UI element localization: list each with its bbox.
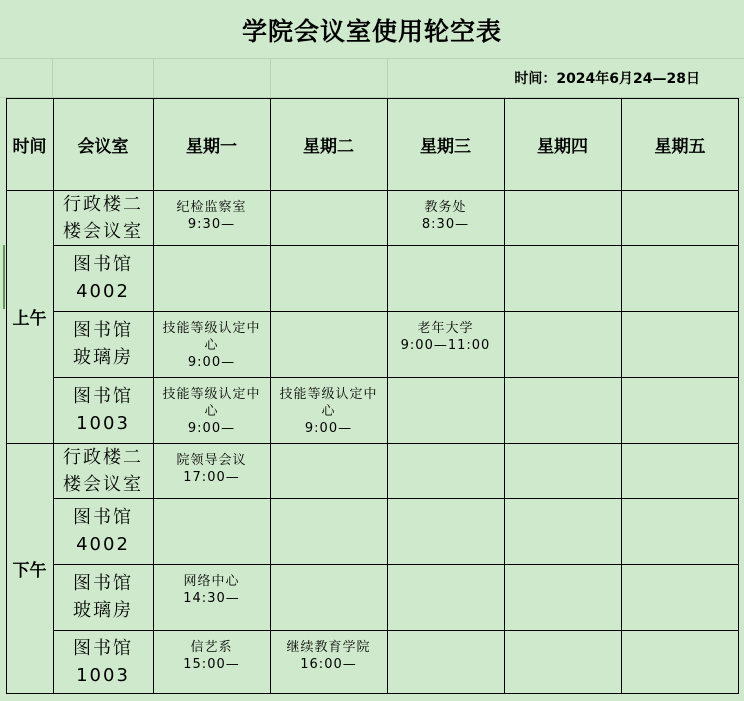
event-text-line: 9:00— bbox=[304, 421, 353, 436]
table-border-line bbox=[6, 98, 739, 99]
room-name-line: 玻璃房 bbox=[73, 600, 133, 621]
header-label: 星期三 bbox=[420, 136, 471, 157]
room-cell[interactable] bbox=[53, 564, 153, 630]
event-text-line: 心 bbox=[321, 404, 336, 419]
event-cell[interactable] bbox=[387, 311, 504, 377]
room-name-line: 玻璃房 bbox=[73, 347, 133, 368]
event-text-line: 17:00— bbox=[183, 470, 240, 485]
room-cell[interactable] bbox=[53, 245, 153, 311]
table-border-line bbox=[738, 98, 739, 694]
event-cell[interactable] bbox=[270, 377, 387, 443]
empty-cell[interactable] bbox=[621, 564, 739, 630]
period-cell[interactable] bbox=[6, 443, 53, 694]
room-name-line: 行政楼二 bbox=[63, 193, 143, 215]
header-cell-day[interactable] bbox=[504, 98, 621, 190]
header-label: 星期四 bbox=[537, 136, 588, 157]
period-label: 下午 bbox=[12, 561, 47, 581]
event-cell[interactable] bbox=[387, 190, 504, 245]
event-text-line: 心 bbox=[204, 404, 219, 419]
empty-cell[interactable] bbox=[153, 498, 270, 564]
empty-cell[interactable] bbox=[504, 443, 621, 498]
empty-cell[interactable] bbox=[504, 498, 621, 564]
event-text-line: 16:00— bbox=[300, 657, 357, 672]
event-text-line: 继续教育学院 bbox=[286, 640, 371, 655]
table-border-line bbox=[270, 98, 271, 694]
empty-cell[interactable] bbox=[387, 443, 504, 498]
event-text-line: 9:00—11:00 bbox=[400, 338, 491, 353]
header-label: 时间 bbox=[12, 136, 47, 157]
empty-cell[interactable] bbox=[621, 443, 739, 498]
event-text-line: 9:00— bbox=[187, 421, 236, 436]
event-text-line: 9:30— bbox=[187, 217, 236, 232]
page-title[interactable]: 学院会议室使用轮空表 bbox=[241, 17, 502, 46]
empty-cell[interactable] bbox=[504, 377, 621, 443]
room-name-line: 1003 bbox=[76, 665, 130, 686]
event-cell[interactable] bbox=[270, 630, 387, 694]
event-cell[interactable] bbox=[153, 443, 270, 498]
empty-cell[interactable] bbox=[621, 630, 739, 694]
table-border-line bbox=[387, 98, 388, 694]
table-border-line bbox=[6, 98, 7, 694]
event-text-line: 网络中心 bbox=[183, 574, 240, 589]
event-cell[interactable] bbox=[153, 564, 270, 630]
table-border-line bbox=[6, 190, 739, 191]
room-name-line: 图书馆 bbox=[73, 320, 133, 341]
grid-h-line bbox=[0, 58, 744, 59]
table-border-line bbox=[504, 98, 505, 694]
header-cell-day[interactable] bbox=[153, 98, 270, 190]
table-border-line bbox=[53, 498, 739, 499]
header-cell-time[interactable] bbox=[6, 98, 53, 190]
room-name-line: 图书馆 bbox=[73, 573, 133, 594]
room-cell[interactable] bbox=[53, 630, 153, 694]
event-text-line: 14:30— bbox=[183, 591, 240, 606]
table-border-line bbox=[621, 98, 622, 694]
event-text-line: 技能等级认定中 bbox=[279, 387, 378, 402]
grid-v-line bbox=[387, 58, 388, 98]
room-cell[interactable] bbox=[53, 377, 153, 443]
event-cell[interactable] bbox=[153, 311, 270, 377]
empty-cell[interactable] bbox=[504, 311, 621, 377]
event-text-line: 8:30— bbox=[421, 217, 470, 232]
grid-v-line bbox=[153, 58, 154, 98]
room-name-line: 楼会议室 bbox=[63, 220, 143, 242]
header-cell-day[interactable] bbox=[621, 98, 739, 190]
empty-cell[interactable] bbox=[504, 245, 621, 311]
schedule-table bbox=[6, 98, 739, 694]
room-name-line: 图书馆 bbox=[73, 507, 133, 528]
event-text-line: 老年大学 bbox=[417, 321, 474, 336]
room-cell[interactable] bbox=[53, 443, 153, 498]
table-border-line bbox=[53, 311, 739, 312]
grid-v-line bbox=[270, 58, 271, 98]
period-cell[interactable] bbox=[6, 190, 53, 443]
empty-cell[interactable] bbox=[270, 498, 387, 564]
date-range[interactable]: 时间：2024年6月24—28日 bbox=[514, 71, 700, 87]
empty-cell[interactable] bbox=[621, 498, 739, 564]
empty-cell[interactable] bbox=[387, 564, 504, 630]
room-name-line: 图书馆 bbox=[73, 386, 133, 407]
room-cell[interactable] bbox=[53, 311, 153, 377]
table-border-line bbox=[53, 564, 739, 565]
room-name-line: 1003 bbox=[76, 413, 130, 434]
period-label: 上午 bbox=[12, 309, 47, 329]
header-label: 星期二 bbox=[303, 136, 354, 157]
header-cell-day[interactable] bbox=[387, 98, 504, 190]
room-cell[interactable] bbox=[53, 498, 153, 564]
empty-cell[interactable] bbox=[270, 311, 387, 377]
room-name-line: 4002 bbox=[76, 281, 130, 302]
table-border-line bbox=[6, 693, 739, 694]
event-text-line: 教务处 bbox=[424, 200, 467, 215]
room-name-line: 图书馆 bbox=[73, 638, 133, 659]
room-name-line: 4002 bbox=[76, 534, 130, 555]
header-cell-day[interactable] bbox=[270, 98, 387, 190]
empty-cell[interactable] bbox=[270, 564, 387, 630]
event-text-line: 信艺系 bbox=[190, 640, 233, 655]
empty-cell[interactable] bbox=[504, 630, 621, 694]
empty-cell[interactable] bbox=[621, 245, 739, 311]
selected-row-marker bbox=[3, 245, 5, 309]
event-text-line: 心 bbox=[204, 338, 219, 353]
table-border-line bbox=[53, 98, 54, 694]
event-text-line: 技能等级认定中 bbox=[162, 387, 261, 402]
empty-cell[interactable] bbox=[387, 498, 504, 564]
empty-cell[interactable] bbox=[153, 245, 270, 311]
room-name-line: 图书馆 bbox=[73, 254, 133, 275]
room-name-line: 楼会议室 bbox=[63, 473, 143, 495]
empty-cell[interactable] bbox=[621, 190, 739, 245]
room-cell[interactable] bbox=[53, 190, 153, 245]
event-cell[interactable] bbox=[153, 190, 270, 245]
event-text-line: 院领导会议 bbox=[176, 453, 247, 468]
table-border-line bbox=[6, 443, 739, 444]
empty-cell[interactable] bbox=[387, 377, 504, 443]
event-text-line: 技能等级认定中 bbox=[162, 321, 261, 336]
event-text-line: 9:00— bbox=[187, 355, 236, 370]
table-border-line bbox=[53, 630, 739, 631]
empty-cell[interactable] bbox=[621, 377, 739, 443]
empty-cell[interactable] bbox=[387, 245, 504, 311]
room-name-line: 行政楼二 bbox=[63, 446, 143, 468]
empty-cell[interactable] bbox=[270, 443, 387, 498]
empty-cell[interactable] bbox=[387, 630, 504, 694]
grid-v-line bbox=[52, 58, 53, 98]
header-cell-room[interactable] bbox=[53, 98, 153, 190]
event-text-line: 纪检监察室 bbox=[176, 200, 247, 215]
event-cell[interactable] bbox=[153, 630, 270, 694]
empty-cell[interactable] bbox=[504, 190, 621, 245]
empty-cell[interactable] bbox=[621, 311, 739, 377]
event-cell[interactable] bbox=[153, 377, 270, 443]
empty-cell[interactable] bbox=[270, 190, 387, 245]
event-text-line: 15:00— bbox=[183, 657, 240, 672]
header-label: 星期五 bbox=[654, 136, 706, 157]
table-border-line bbox=[153, 98, 154, 694]
table-border-line bbox=[53, 245, 739, 246]
header-label: 星期一 bbox=[186, 136, 237, 157]
header-label: 会议室 bbox=[77, 136, 129, 157]
empty-cell[interactable] bbox=[504, 564, 621, 630]
empty-cell[interactable] bbox=[270, 245, 387, 311]
table-border-line bbox=[53, 377, 739, 378]
